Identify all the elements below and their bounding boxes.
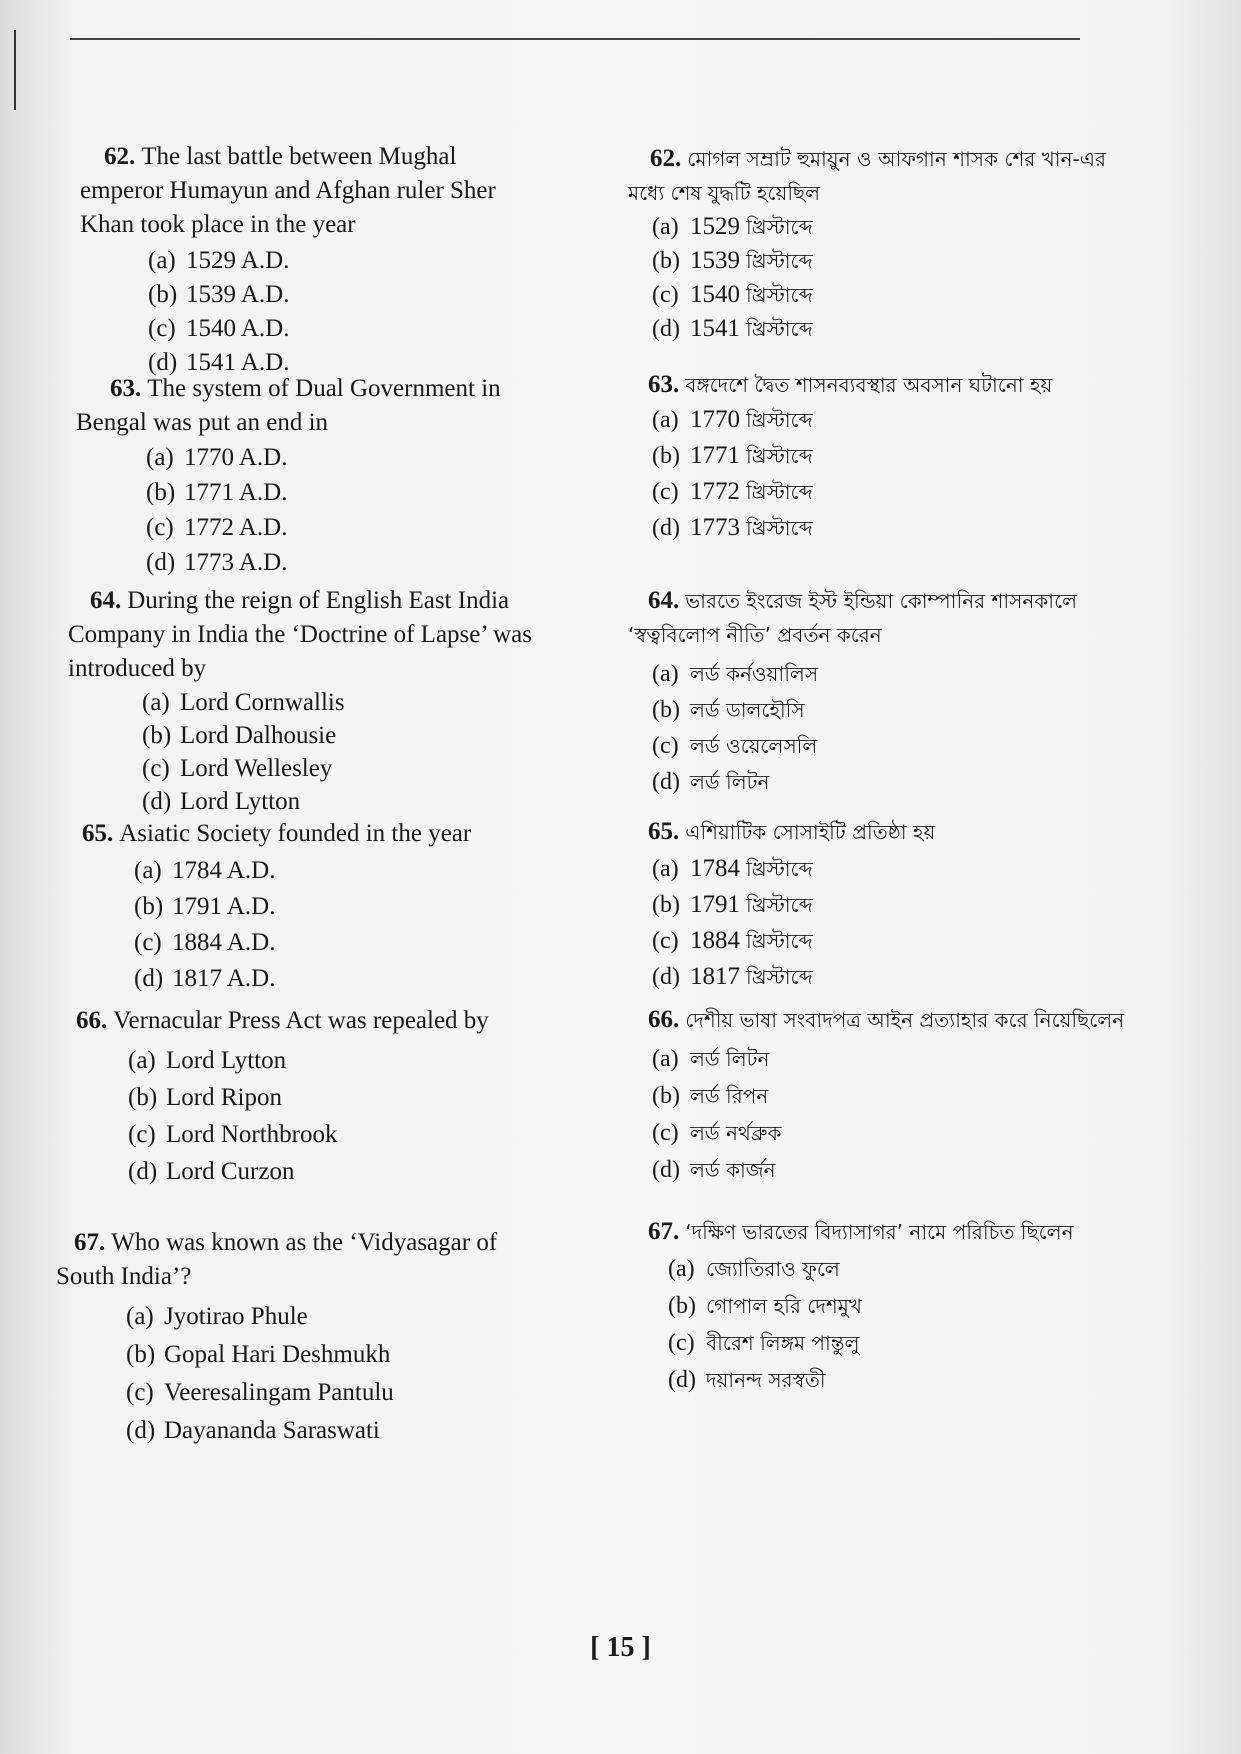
options-list xyxy=(652,1041,1148,1189)
question-text: The last battle between Mughal emperor Humayun and Afghan ruler Sher Khan took place in the year xyxy=(80,143,496,238)
question-text: Vernacular Press Act was repealed by xyxy=(113,1007,489,1034)
option-a: (a) 1770 A.D. xyxy=(146,444,288,471)
question-text: Asiatic Society founded in the year xyxy=(119,820,472,847)
question-number: 65. xyxy=(82,820,114,847)
option-b: (b) 1771 A.D. xyxy=(146,479,288,506)
question-text: মোগল সম্রাট হুমায়ুন ও আফগান শাসক শের খান-এর মধ্যে শেষ যুদ্ধটি হয়েছিল xyxy=(628,147,1106,205)
question-number: 65. xyxy=(648,818,680,845)
option-c: (c) বীরেশ লিঙ্গম পান্তুলু xyxy=(668,1330,860,1356)
question-62-en xyxy=(80,140,540,380)
question-number: 63. xyxy=(648,371,680,398)
option-c: (c) 1772 খ্রিস্টাব্দে xyxy=(652,478,813,505)
question-67-bn xyxy=(648,1215,1148,1399)
options-list xyxy=(652,210,1148,346)
question-65-en xyxy=(82,817,540,997)
question-text: বঙ্গদেশে দ্বৈত শাসনব্যবস্থার অবসান ঘটানো হয় xyxy=(685,373,1053,397)
options-list xyxy=(126,1298,546,1450)
question-text: Who was known as the ‘Vidyasagar of South India’? xyxy=(56,1229,498,1290)
option-b: (b) লর্ড ডালহৌসি xyxy=(652,697,805,723)
option-a: (a) 1529 A.D. xyxy=(148,247,290,274)
question-text: ‘দক্ষিণ ভারতের বিদ্যাসাগর’ নামে পরিচিত ছিলেন xyxy=(685,1220,1074,1244)
option-c: (c) Lord Wellesley xyxy=(142,755,333,782)
question-number: 63. xyxy=(110,375,142,402)
option-b: (b) গোপাল হরি দেশমুখ xyxy=(668,1293,862,1319)
option-d: (d) 1773 A.D. xyxy=(146,549,288,576)
option-b: (b) 1771 খ্রিস্টাব্দে xyxy=(652,442,813,469)
options-list xyxy=(134,853,540,997)
question-63-en xyxy=(76,372,540,580)
question-text: দেশীয় ভাষা সংবাদপত্র আইন প্রত্যাহার করে নিয়েছিলেন xyxy=(685,1008,1125,1032)
question-text: The system of Dual Government in Bengal was put an end in xyxy=(76,375,501,436)
option-d: (d) 1541 খ্রিস্টাব্দে xyxy=(652,315,813,342)
question-64-bn xyxy=(628,584,1148,800)
top-rule-divider xyxy=(70,38,1080,40)
question-text: During the reign of English East India Company in India the ‘Doctrine of Lapse’ was introduced by xyxy=(68,587,532,682)
option-a: (a) 1529 খ্রিস্টাব্দে xyxy=(652,213,813,240)
question-63-bn xyxy=(648,368,1148,546)
option-c: (c) লর্ড নর্থব্রুক xyxy=(652,1120,782,1146)
options-list xyxy=(148,244,540,380)
option-d: (d) লর্ড কার্জন xyxy=(652,1157,776,1183)
option-b: (b) Gopal Hari Deshmukh xyxy=(126,1341,391,1368)
option-d: (d) Lord Lytton xyxy=(142,788,301,815)
option-d: (d) Lord Curzon xyxy=(128,1158,295,1185)
question-text: ভারতে ইংরেজ ইস্ট ইন্ডিয়া কোম্পানির শাসনকালে ‘স্বত্ববিলোপ নীতি’ প্রবর্তন করেন xyxy=(628,589,1078,647)
option-d: (d) Dayananda Saraswati xyxy=(126,1417,380,1444)
option-a: (a) লর্ড লিটন xyxy=(652,1046,770,1072)
question-number: 62. xyxy=(650,145,682,172)
option-c: (c) লর্ড ওয়েলেসলি xyxy=(652,733,818,759)
option-b: (b) 1791 A.D. xyxy=(134,893,276,920)
question-64-en xyxy=(68,584,540,818)
option-a: (a) Lord Lytton xyxy=(128,1047,287,1074)
option-d: (d) 1817 A.D. xyxy=(134,965,276,992)
question-text: এশিয়াটিক সোসাইটি প্রতিষ্ঠা হয় xyxy=(685,820,936,844)
option-a: (a) জ্যোতিরাও ফুলে xyxy=(668,1256,840,1282)
question-66-bn xyxy=(628,1003,1148,1189)
options-list xyxy=(652,851,1148,995)
option-b: (b) 1539 A.D. xyxy=(148,281,290,308)
options-list xyxy=(652,656,1148,800)
option-a: (a) Lord Cornwallis xyxy=(142,689,345,716)
question-number: 64. xyxy=(648,587,680,614)
option-a: (a) Jyotirao Phule xyxy=(126,1303,308,1330)
question-65-bn xyxy=(648,815,1148,995)
option-b: (b) 1791 খ্রিস্টাব্দে xyxy=(652,891,813,918)
option-d: (d) দয়ানন্দ সরস্বতী xyxy=(668,1367,826,1393)
option-c: (c) Veeresalingam Pantulu xyxy=(126,1379,394,1406)
option-b: (b) 1539 খ্রিস্টাব্দে xyxy=(652,247,813,274)
options-list xyxy=(128,1042,546,1190)
question-66-en xyxy=(76,1004,546,1190)
page-edge-divider xyxy=(0,30,16,110)
option-a: (a) 1784 A.D. xyxy=(134,857,276,884)
page-number: [ 15 ] xyxy=(590,1632,651,1663)
options-list xyxy=(146,440,540,580)
option-d: (d) 1773 খ্রিস্টাব্দে xyxy=(652,514,813,541)
question-number: 66. xyxy=(76,1007,108,1034)
option-d: (d) 1541 A.D. xyxy=(148,349,290,376)
option-c: (c) 1884 A.D. xyxy=(134,929,276,956)
option-c: (c) 1772 A.D. xyxy=(146,514,288,541)
question-number: 62. xyxy=(104,143,136,170)
option-b: (b) লর্ড রিপন xyxy=(652,1083,769,1109)
option-c: (c) 1884 খ্রিস্টাব্দে xyxy=(652,927,813,954)
option-c: (c) Lord Northbrook xyxy=(128,1121,338,1148)
question-number: 64. xyxy=(90,587,122,614)
option-a: (a) 1770 খ্রিস্টাব্দে xyxy=(652,406,813,433)
option-d: (d) 1817 খ্রিস্টাব্দে xyxy=(652,963,813,990)
question-number: 66. xyxy=(648,1006,680,1033)
option-c: (c) 1540 খ্রিস্টাব্দে xyxy=(652,281,813,308)
option-b: (b) Lord Dalhousie xyxy=(142,722,337,749)
option-b: (b) Lord Ripon xyxy=(128,1084,282,1111)
options-list xyxy=(668,1251,1148,1399)
options-list xyxy=(652,402,1148,546)
option-a: (a) লর্ড কর্নওয়ালিস xyxy=(652,661,819,687)
option-d: (d) লর্ড লিটন xyxy=(652,769,770,795)
question-number: 67. xyxy=(74,1229,106,1256)
question-67-en xyxy=(56,1226,546,1450)
option-a: (a) 1784 খ্রিস্টাব্দে xyxy=(652,855,813,882)
option-c: (c) 1540 A.D. xyxy=(148,315,290,342)
options-list xyxy=(142,686,540,818)
question-62-bn xyxy=(628,142,1148,346)
question-number: 67. xyxy=(648,1218,680,1245)
